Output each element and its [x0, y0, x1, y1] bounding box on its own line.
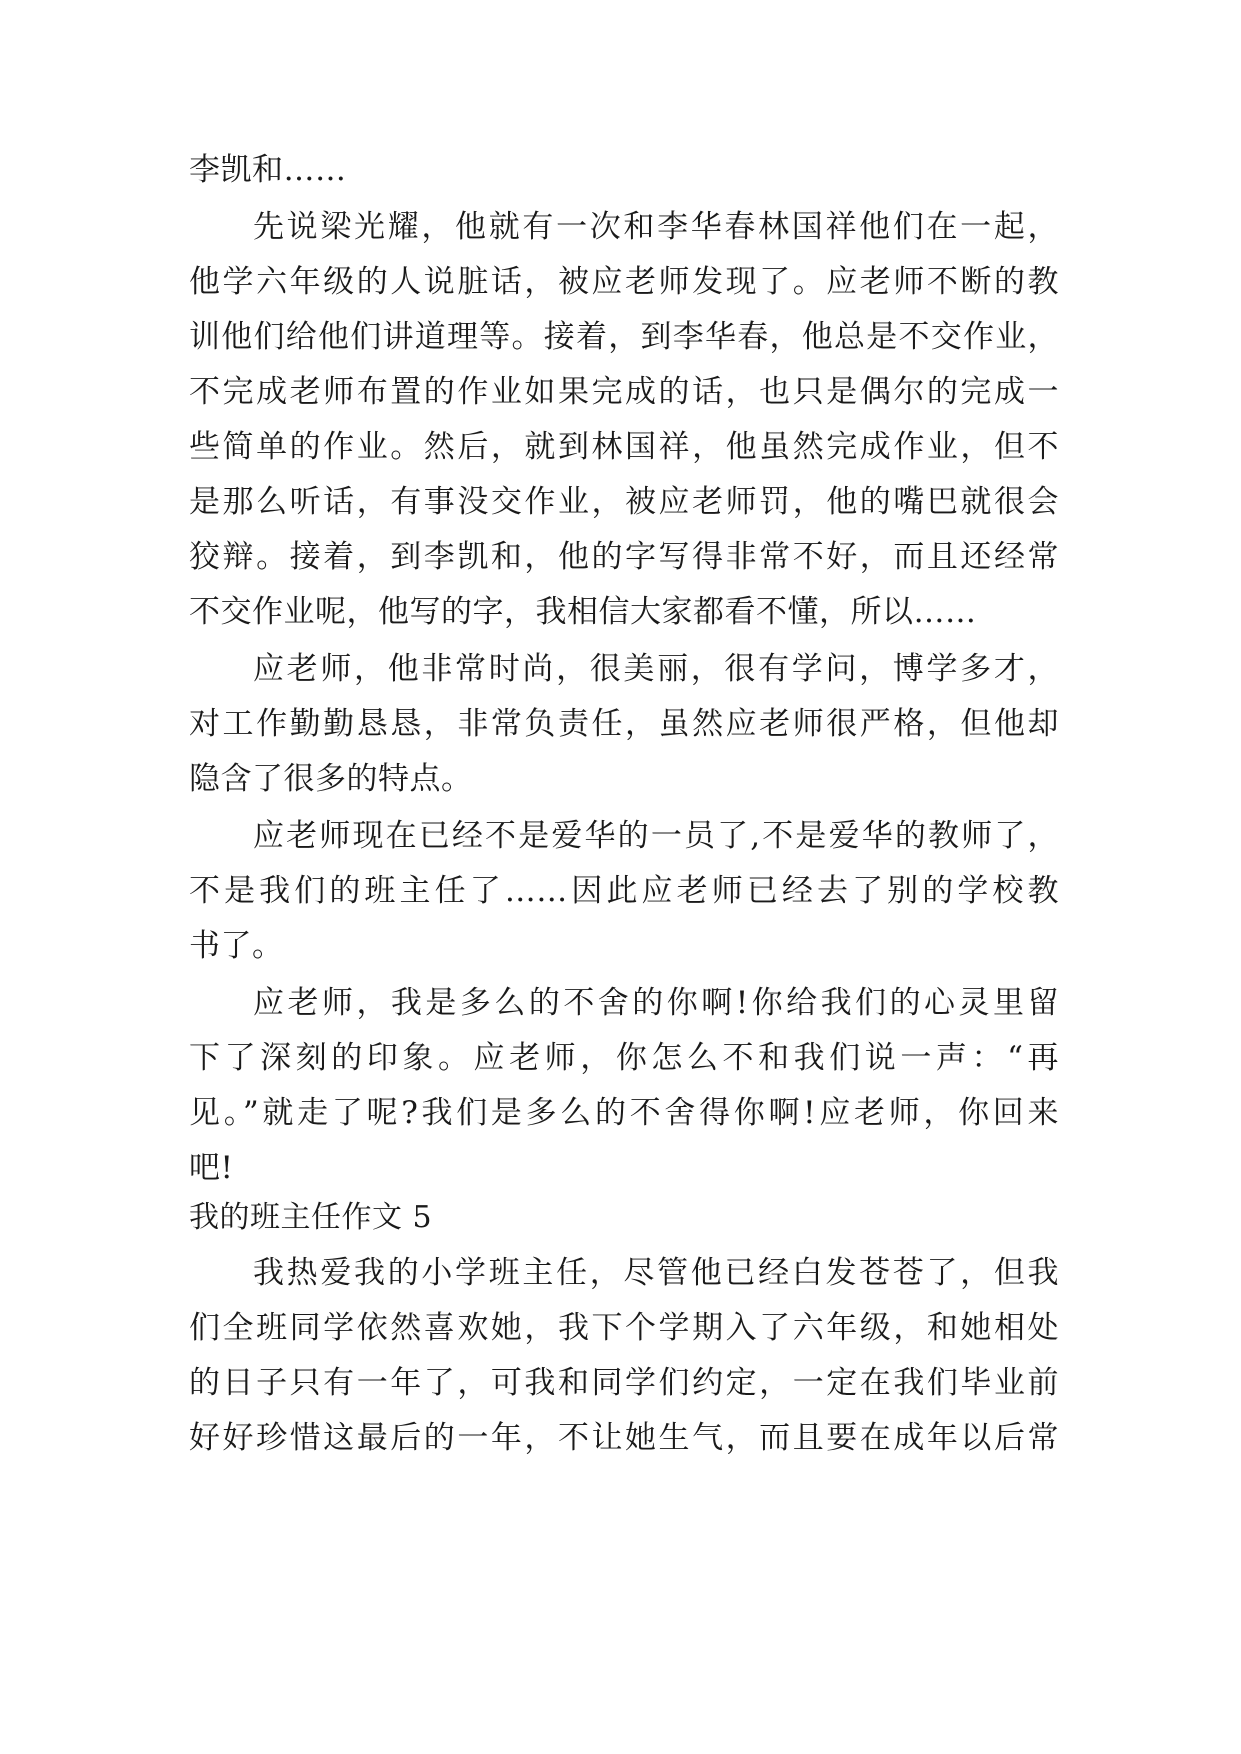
text-line: 不完成老师布置的作业如果完成的话，也只是偶尔的完成一 — [189, 374, 1059, 410]
text-line: 的日子只有一年了，可我和同学们约定，一定在我们毕业前 — [189, 1365, 1059, 1401]
text-line: 他学六年级的人说脏话，被应老师发现了。应老师不断的教 — [189, 264, 1059, 300]
text-line: 不交作业呢，他写的字，我相信大家都看不懂，所以…… — [189, 594, 977, 630]
text-line: 下了深刻的印象。应老师，你怎么不和我们说一声：“再 — [189, 1040, 1059, 1076]
text-line: 书了。 — [189, 928, 284, 964]
paragraph-start-line: 我热爱我的小学班主任，尽管他已经白发苍苍了，但我 — [253, 1255, 1059, 1291]
text-line: 李凯和…… — [189, 152, 347, 188]
paragraph-start-line: 应老师，我是多么的不舍的你啊!你给我们的心灵里留 — [253, 985, 1059, 1021]
text-line: 好好珍惜这最后的一年，不让她生气，而且要在成年以后常 — [189, 1420, 1059, 1456]
text-line: 们全班同学依然喜欢她，我下个学期入了六年级，和她相处 — [189, 1310, 1059, 1346]
paragraph-start-line: 应老师现在已经不是爱华的一员了,不是爱华的教师了， — [253, 818, 1059, 854]
text-line: 是那么听话，有事没交作业，被应老师罚，他的嘴巴就很会 — [189, 484, 1059, 520]
paragraph-start-line: 先说梁光耀，他就有一次和李华春林国祥他们在一起， — [253, 209, 1059, 245]
text-line: 对工作勤勤恳恳，非常负责任，虽然应老师很严格，但他却 — [189, 706, 1059, 742]
text-line: 狡辩。接着，到李凯和，他的字写得非常不好，而且还经常 — [189, 539, 1059, 575]
text-line: 见。”就走了呢?我们是多么的不舍得你啊!应老师，你回来 — [189, 1095, 1059, 1131]
section-heading: 我的班主任作文 5 — [189, 1200, 433, 1235]
text-line: 训他们给他们讲道理等。接着，到李华春，他总是不交作业， — [189, 319, 1059, 355]
text-line: 不是我们的班主任了……因此应老师已经去了别的学校教 — [189, 873, 1059, 909]
paragraph-start-line: 应老师，他非常时尚，很美丽，很有学问，博学多才， — [253, 651, 1059, 687]
text-line: 隐含了很多的特点。 — [189, 761, 473, 797]
text-line: 吧! — [189, 1150, 234, 1186]
text-line: 些简单的作业。然后，就到林国祥，他虽然完成作业，但不 — [189, 429, 1059, 465]
